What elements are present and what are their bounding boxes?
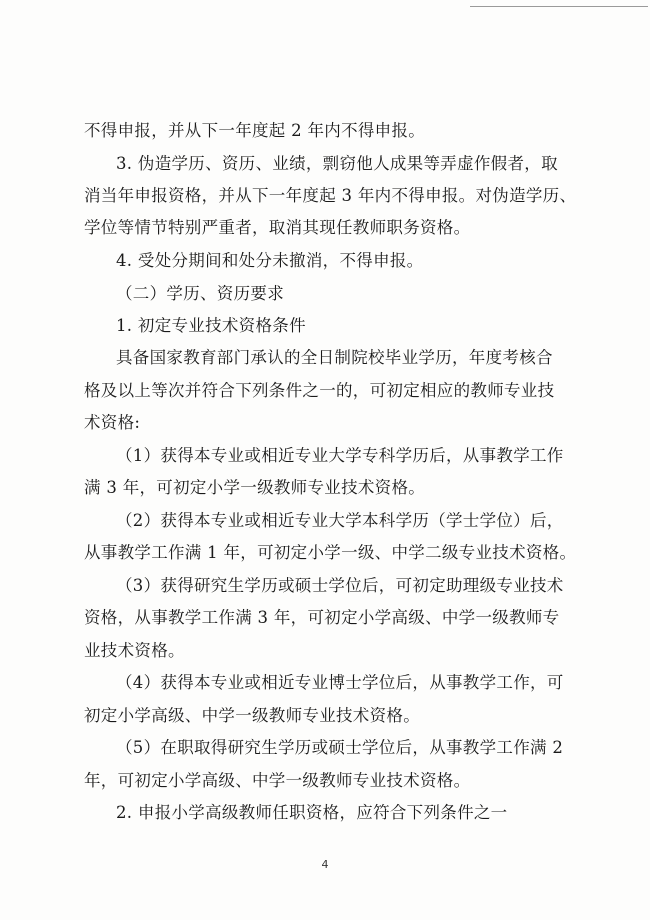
text-line-5: 4. 受处分期间和处分未撤消，不得申报。: [116, 251, 424, 270]
text-line-21: 年，可初定小学高级、中学一级教师专业技术资格。: [84, 771, 471, 790]
text-line-4: 学位等情节特别严重者，取消其现任教师职务资格。: [84, 218, 471, 237]
text-line-12: 满 3 年，可初定小学一级教师专业技术资格。: [84, 478, 426, 497]
text-line-18: （4）获得本专业或相近专业博士学位后，从事教学工作，可: [116, 673, 564, 692]
text-line-9: 格及以上等次并符合下列条件之一的，可初定相应的教师专业技: [84, 381, 555, 400]
text-line-20: （5）在职取得研究生学历或硕士学位后，从事教学工作满 2: [116, 738, 564, 757]
text-line-11: （1）获得本专业或相近专业大学专科学历后，从事教学工作: [116, 446, 564, 465]
text-line-16: 资格，从事教学工作满 3 年，可初定小学高级、中学一级教师专: [84, 608, 560, 627]
text-line-8: 具备国家教育部门承认的全日制院校毕业学历，年度考核合: [116, 348, 553, 367]
page-number: 4: [321, 858, 329, 871]
text-line-1: 不得申报，并从下一年度起 2 年内不得申报。: [84, 121, 426, 140]
section-heading-2: （二）学历、资历要求: [116, 284, 284, 303]
text-line-3: 消当年申报资格，并从下一年度起 3 年内不得申报。对伪造学历、: [84, 186, 577, 205]
text-line-2: 3. 伪造学历、资历、业绩，剽窃他人成果等弄虚作假者，取: [116, 154, 558, 173]
text-line-17: 业技术资格。: [84, 641, 185, 660]
text-line-15: （3）获得研究生学历或硕士学位后，可初定助理级专业技术: [116, 576, 564, 595]
text-line-10: 术资格:: [84, 413, 141, 432]
text-line-13: （2）获得本专业或相近专业大学本科学历（学士学位）后，: [116, 511, 564, 530]
text-line-14: 从事教学工作满 1 年，可初定小学一级、中学二级专业技术资格。: [84, 543, 577, 562]
top-edge-rule: [470, 6, 648, 7]
subsection-heading-2: 2. 申报小学高级教师任职资格，应符合下列条件之一: [116, 803, 508, 822]
text-line-19: 初定小学高级、中学一级教师专业技术资格。: [84, 706, 420, 725]
subsection-heading-1: 1. 初定专业技术资格条件: [116, 316, 306, 335]
